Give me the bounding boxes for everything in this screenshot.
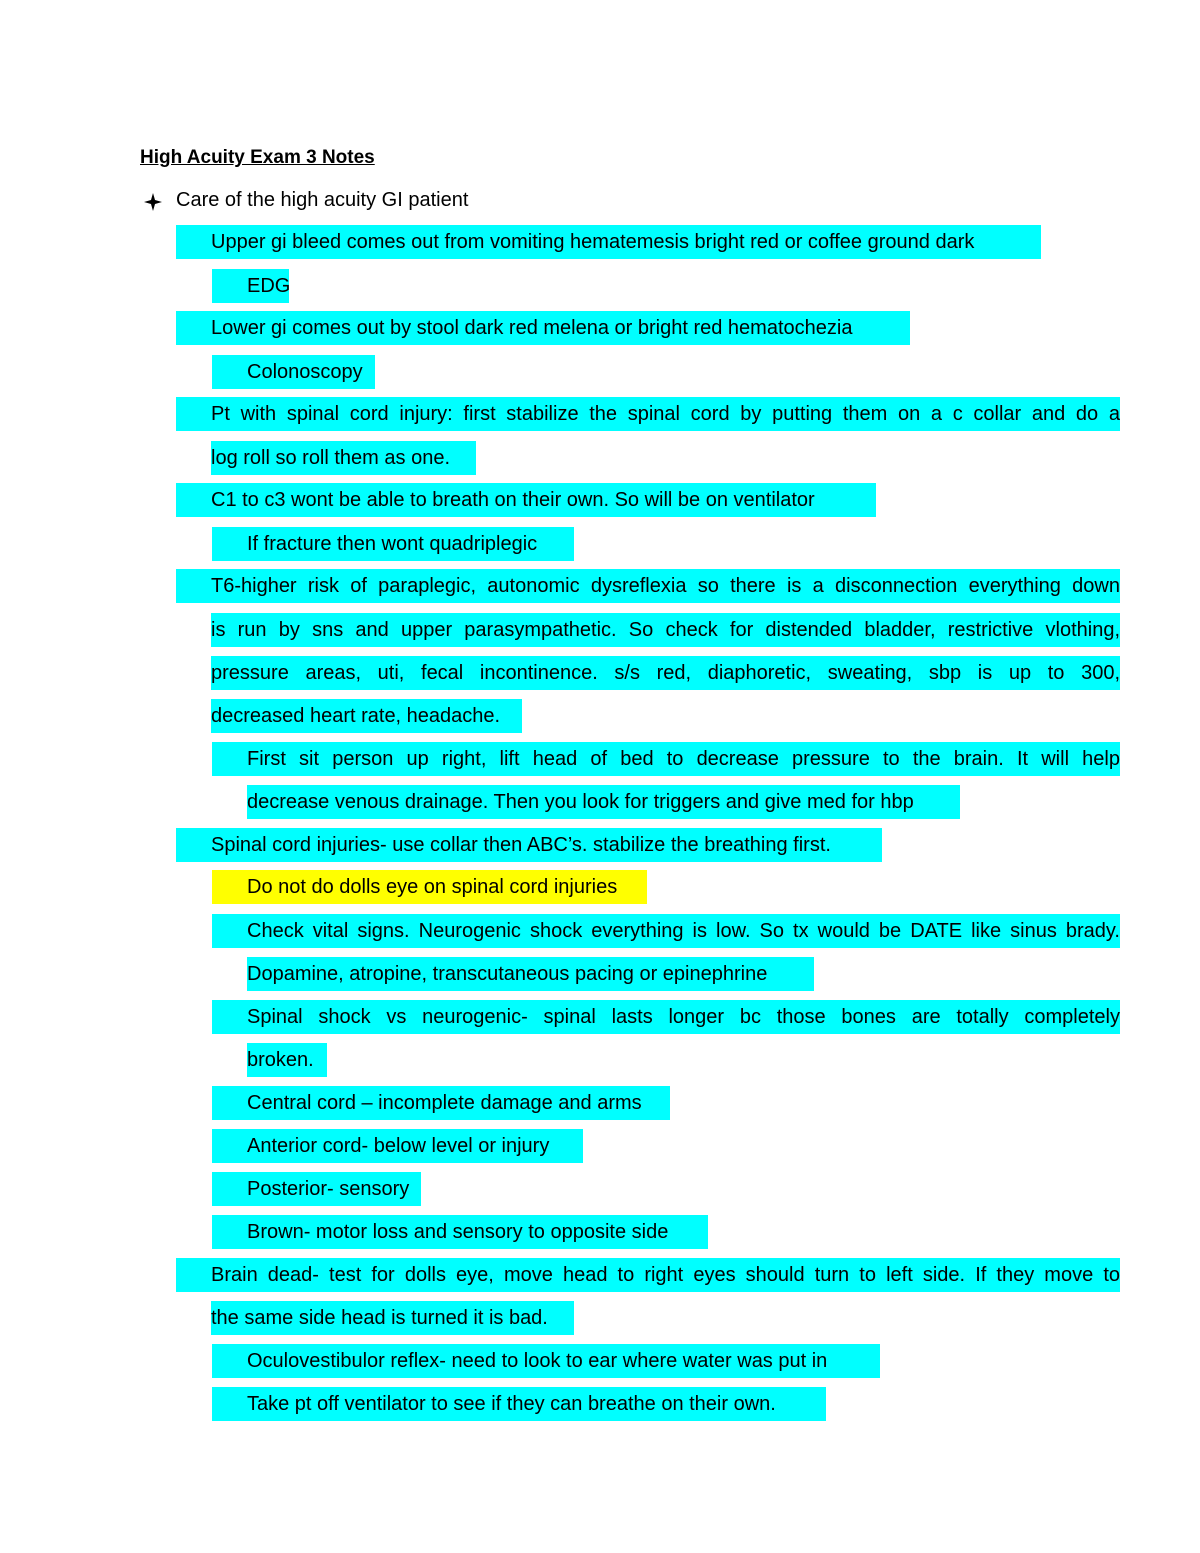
list-item: Spinal shock vs neurogenic- spinal lasts longer bc those bones are totally completely <box>212 1000 1120 1034</box>
list-item: Take pt off ventilator to see if they can breathe on their own. <box>212 1387 826 1421</box>
list-item-continuation: log roll so roll them as one. <box>211 441 476 475</box>
list-item-continuation: broken. <box>247 1043 327 1077</box>
list-item: Brain dead- test for dolls eye, move head to right eyes should turn to left side. If they move to <box>176 1258 1120 1292</box>
page-title: High Acuity Exam 3 Notes <box>140 147 375 168</box>
list-item: Do not do dolls eye on spinal cord injuries <box>212 870 647 904</box>
list-item: Pt with spinal cord injury: first stabilize the spinal cord by putting them on a c collar and do a <box>176 397 1120 431</box>
list-item: Posterior- sensory <box>212 1172 421 1206</box>
list-item: If fracture then wont quadriplegic <box>212 527 574 561</box>
list-item: C1 to c3 wont be able to breath on their own. So will be on ventilator <box>176 483 876 517</box>
list-item-continuation: decreased heart rate, headache. <box>211 699 522 733</box>
section-heading: Care of the high acuity GI patient <box>176 189 469 211</box>
list-item: Lower gi comes out by stool dark red melena or bright red hematochezia <box>176 311 910 345</box>
list-item: Spinal cord injuries- use collar then ABC’s. stabilize the breathing first. <box>176 828 882 862</box>
list-item-continuation: Dopamine, atropine, transcutaneous pacing or epinephrine <box>247 957 814 991</box>
list-item: Anterior cord- below level or injury <box>212 1129 583 1163</box>
list-item: First sit person up right, lift head of bed to decrease pressure to the brain. It will help <box>212 742 1120 776</box>
list-item: EDG <box>212 269 289 303</box>
list-item: Oculovestibulor reflex- need to look to ear where water was put in <box>212 1344 880 1378</box>
list-item-continuation: the same side head is turned it is bad. <box>211 1301 574 1335</box>
list-item: Colonoscopy <box>212 355 375 389</box>
list-item: Central cord – incomplete damage and arms <box>212 1086 670 1120</box>
diamond-bullet-icon <box>143 192 163 212</box>
list-item: T6-higher risk of paraplegic, autonomic dysreflexia so there is a disconnection everything down <box>176 569 1120 603</box>
list-item: Upper gi bleed comes out from vomiting hematemesis bright red or coffee ground dark <box>176 225 1041 259</box>
list-item-continuation: decrease venous drainage. Then you look for triggers and give med for hbp <box>247 785 960 819</box>
list-item: Check vital signs. Neurogenic shock everything is low. So tx would be DATE like sinus brady. <box>212 914 1120 948</box>
list-item-continuation: is run by sns and upper parasympathetic. So check for distended bladder, restrictive vlothing, <box>211 613 1120 647</box>
list-item-continuation: pressure areas, uti, fecal incontinence. s/s red, diaphoretic, sweating, sbp is up to 300, <box>211 656 1120 690</box>
list-item: Brown- motor loss and sensory to opposite side <box>212 1215 708 1249</box>
